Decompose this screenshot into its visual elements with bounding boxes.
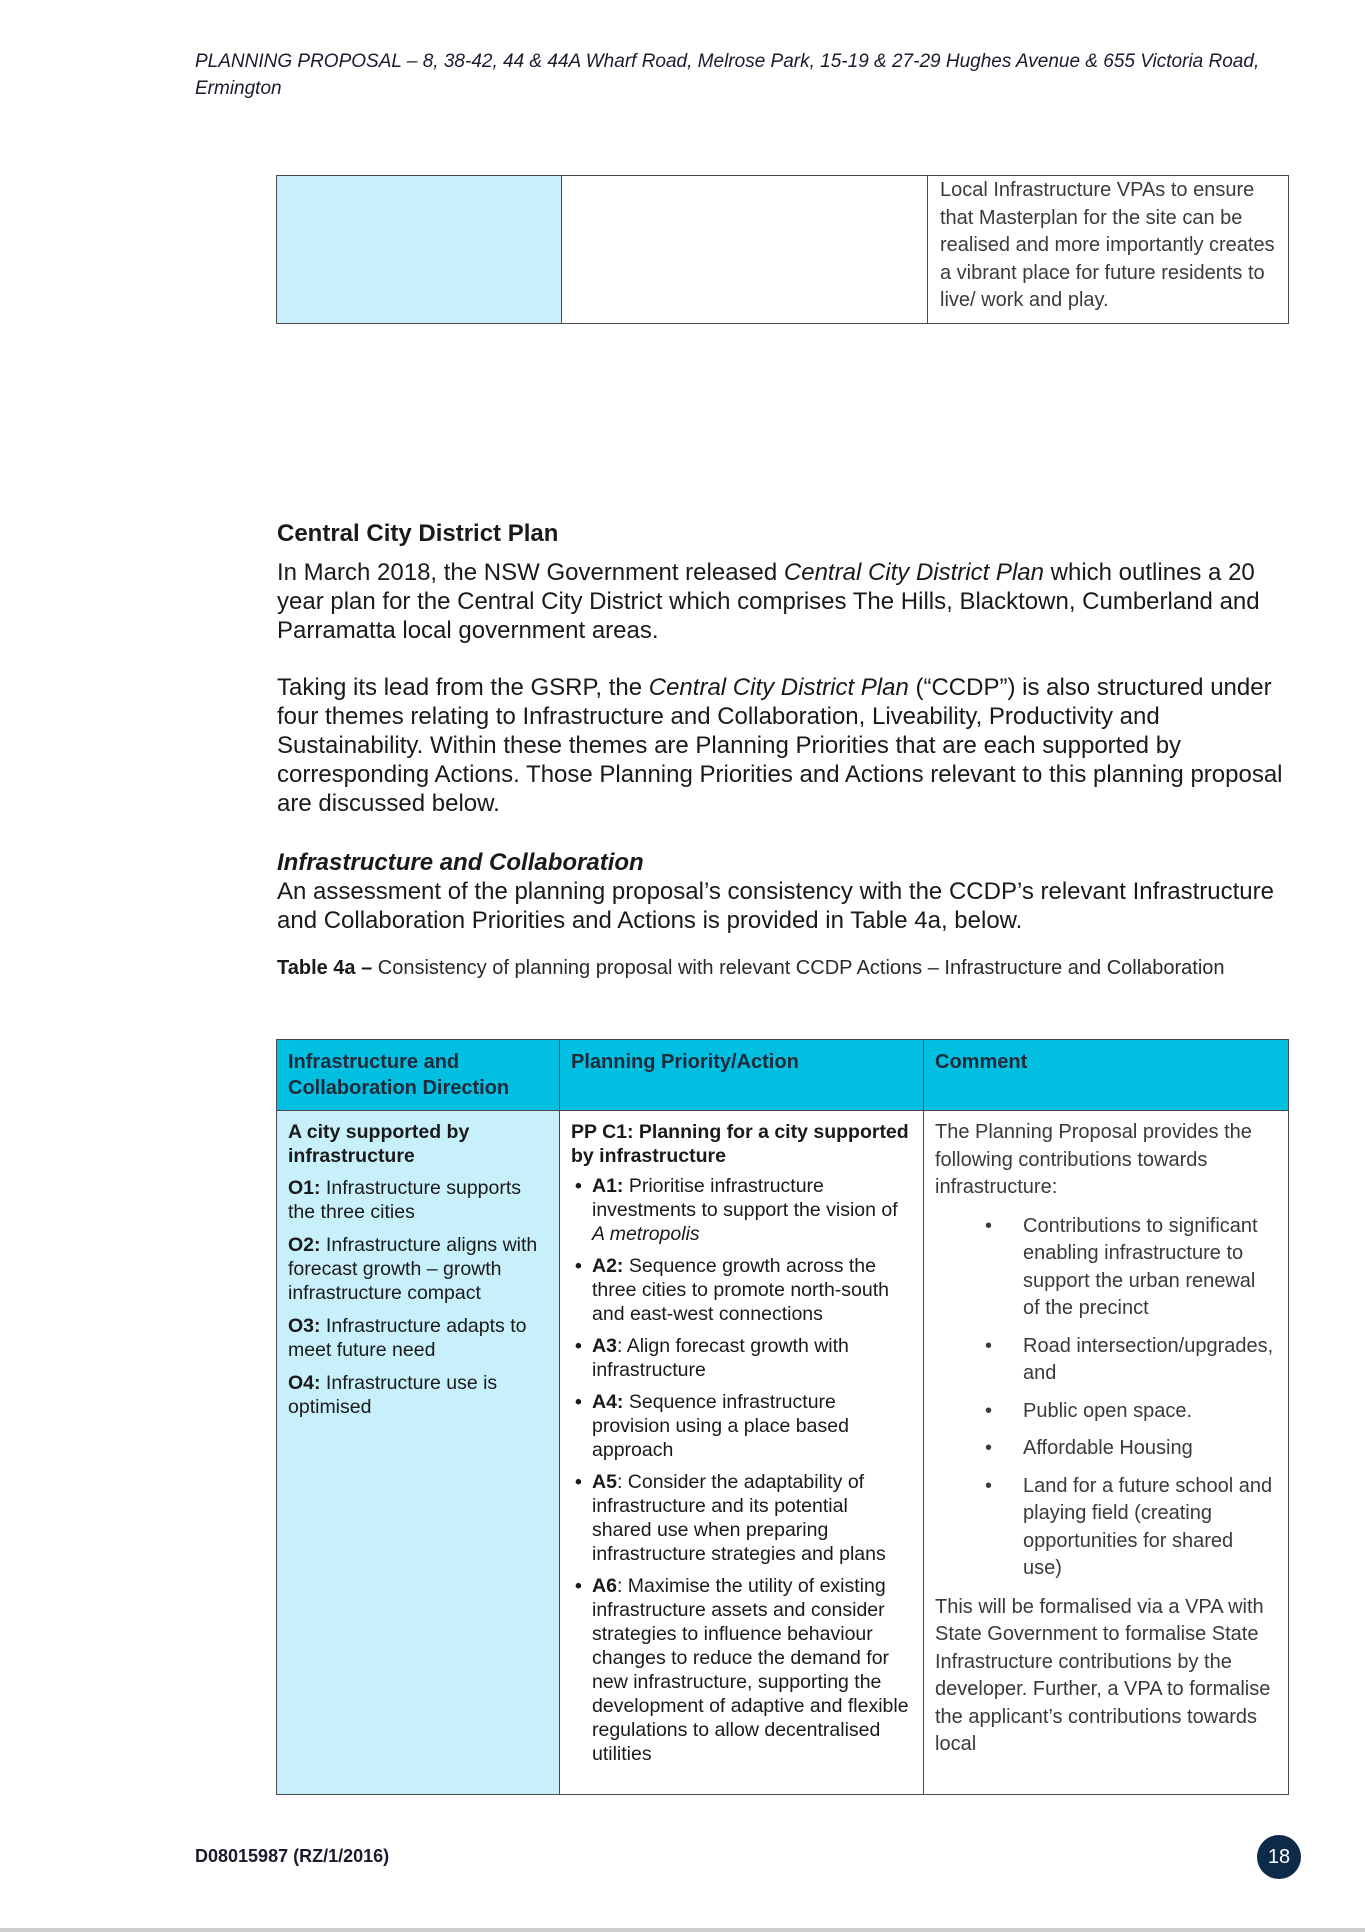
list-item: • Land for a future school and playing field (creating opportunities for shared use) bbox=[935, 1473, 1277, 1583]
action-list bbox=[571, 1174, 912, 1766]
action-code: A1: bbox=[592, 1175, 624, 1197]
objective-code: O4: bbox=[288, 1372, 321, 1394]
column-header-direction: Infrastructure and Collaboration Direction bbox=[277, 1040, 560, 1111]
continuation-cell-direction bbox=[277, 176, 562, 324]
comment-cell bbox=[924, 1111, 1289, 1795]
list-item: • Road intersection/upgrades, and bbox=[935, 1333, 1277, 1388]
action-code: A5 bbox=[592, 1471, 617, 1493]
action-text: : Consider the adaptability of infrastructure and its potential shared use when preparing infrastructure strategies and plans bbox=[592, 1471, 886, 1565]
table-header-row bbox=[277, 1040, 1289, 1111]
assessment-paragraph: An assessment of the planning proposal’s consistency with the CCDP’s relevant Infrastructure and Collaboration Priorities and Actions is provided in Table 4a, below. bbox=[277, 878, 1274, 934]
objective-code: O3: bbox=[288, 1315, 321, 1337]
action-code: A3 bbox=[592, 1335, 617, 1357]
priority-cell bbox=[560, 1111, 924, 1795]
objective-item bbox=[288, 1233, 548, 1305]
action-text: Prioritise infrastructure investments to support the vision of bbox=[592, 1175, 898, 1221]
list-item: • Public open space. bbox=[935, 1398, 1277, 1426]
action-text-italic: A metropolis bbox=[592, 1223, 700, 1245]
themes-text-cont: (“CCDP”) is also structured under four themes relating to Infrastructure and Collaboration, Liveability, Productivity and Sustainability. Within these themes are Planning Priorities that are each supported by corresponding Actions. Those Planning Priorities and Actions relevant to this planning proposal are discussed below. bbox=[277, 674, 1283, 817]
page-bottom-divider bbox=[0, 1928, 1365, 1932]
action-text: Sequence growth across the three cities to promote north-south and east-west connections bbox=[592, 1255, 889, 1325]
consistency-table bbox=[276, 1039, 1289, 1795]
objective-text: Infrastructure supports the three cities bbox=[288, 1177, 522, 1223]
comment-intro: The Planning Proposal provides the following contributions towards infrastructure: bbox=[935, 1121, 1252, 1198]
action-code: A6 bbox=[592, 1575, 617, 1597]
table-caption-label: Table 4a – bbox=[277, 957, 373, 979]
section-heading: Central City District Plan bbox=[277, 520, 559, 547]
subsection-heading: Infrastructure and Collaboration bbox=[277, 849, 644, 876]
objective-text: Infrastructure aligns with forecast growth – growth infrastructure compact bbox=[288, 1234, 538, 1304]
plan-title-italic: Central City District Plan bbox=[648, 674, 909, 701]
priority-title: PP C1: Planning for a city supported by infrastructure bbox=[571, 1121, 909, 1167]
central-city-district-plan-section bbox=[277, 519, 1297, 981]
direction-cell bbox=[277, 1111, 560, 1795]
action-code: A4: bbox=[592, 1391, 624, 1413]
list-item bbox=[571, 1174, 912, 1246]
objective-text: Infrastructure use is optimised bbox=[288, 1372, 498, 1418]
action-text: : Align forecast growth with infrastructure bbox=[592, 1335, 849, 1381]
list-item bbox=[571, 1254, 912, 1326]
page-number-badge: 18 bbox=[1257, 1835, 1301, 1879]
intro-text: In March 2018, the NSW Government released bbox=[277, 559, 784, 586]
action-text: Sequence infrastructure provision using a place based approach bbox=[592, 1391, 849, 1461]
page-header: PLANNING PROPOSAL – 8, 38-42, 44 & 44A Wharf Road, Melrose Park, 15-19 & 27-29 Hughes Avenue & 655 Victoria Road, Ermington bbox=[195, 51, 1260, 99]
objective-item bbox=[288, 1314, 548, 1362]
plan-title-italic: Central City District Plan bbox=[783, 559, 1044, 586]
column-header-comment: Comment bbox=[924, 1040, 1289, 1111]
direction-title: A city supported by infrastructure bbox=[288, 1121, 470, 1167]
list-item bbox=[571, 1574, 912, 1766]
list-item bbox=[571, 1390, 912, 1462]
themes-text: Taking its lead from the GSRP, the bbox=[277, 674, 649, 701]
objective-text: Infrastructure adapts to meet future need bbox=[288, 1315, 527, 1361]
table-row bbox=[277, 1111, 1289, 1795]
continuation-cell-comment: Local Infrastructure VPAs to ensure that Masterplan for the site can be realised and more importantly creates a vibrant place for future residents to live/ work and play. bbox=[928, 176, 1289, 324]
objective-code: O2: bbox=[288, 1234, 321, 1256]
objective-item bbox=[288, 1176, 548, 1224]
list-item: • Affordable Housing bbox=[935, 1435, 1277, 1463]
intro-paragraph bbox=[277, 558, 1297, 645]
objective-item bbox=[288, 1371, 548, 1419]
table-caption-text: Consistency of planning proposal with relevant CCDP Actions – Infrastructure and Collaboration bbox=[372, 957, 1225, 979]
document-reference: D08015987 (RZ/1/2016) bbox=[195, 1846, 390, 1866]
list-item: • Contributions to significant enabling infrastructure to support the urban renewal of the precinct bbox=[935, 1213, 1277, 1323]
intro-text-cont: which outlines a 20 year plan for the Central City District which comprises The Hills, Blacktown, Cumberland and Parramatta local government areas. bbox=[277, 559, 1260, 644]
contribution-list bbox=[935, 1213, 1277, 1583]
action-text: : Maximise the utility of existing infrastructure assets and consider strategies to influence behaviour changes to reduce the demand for new infrastructure, supporting the development of adaptive and flexible regulations to allow decentralised utilities bbox=[592, 1575, 909, 1765]
list-item bbox=[571, 1334, 912, 1382]
comment-outro: This will be formalised via a VPA with State Government to formalise State Infrastructure contributions by the developer. Further, a VPA to formalise the applicant’s contributions towards local bbox=[935, 1595, 1271, 1755]
themes-paragraph bbox=[277, 673, 1297, 818]
continuation-cell-priority bbox=[562, 176, 928, 324]
continuation-table bbox=[276, 175, 1289, 324]
objective-code: O1: bbox=[288, 1177, 321, 1199]
table-row bbox=[277, 176, 1289, 324]
list-item bbox=[571, 1470, 912, 1566]
column-header-priority: Planning Priority/Action bbox=[560, 1040, 924, 1111]
action-code: A2: bbox=[592, 1255, 624, 1277]
table-caption bbox=[277, 955, 1297, 981]
